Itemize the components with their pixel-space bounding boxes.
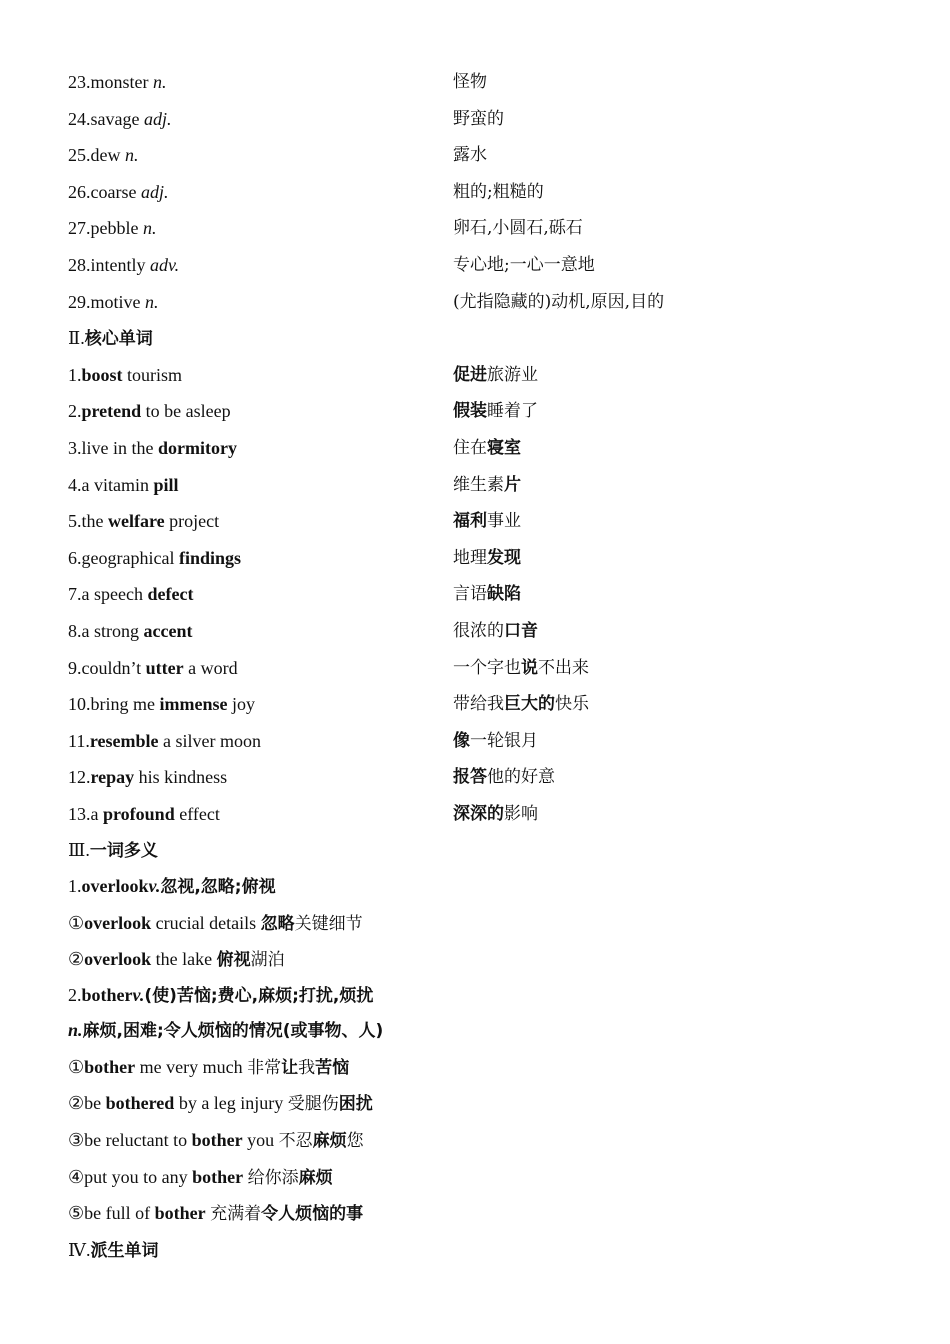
- translation-text: 住在: [453, 437, 487, 458]
- vocab-list: [68, 64, 888, 320]
- key-word: accent: [143, 620, 193, 641]
- item-number: 2.: [68, 401, 82, 422]
- translation-text: 快乐: [555, 694, 589, 715]
- item-number: 12.: [68, 767, 91, 788]
- key-translation: 福利: [453, 511, 487, 532]
- vocab-word: monster: [90, 72, 149, 92]
- item-number: 9.: [68, 657, 82, 678]
- section-numeral: Ⅲ.: [68, 840, 90, 861]
- phrase-text: effect: [174, 803, 220, 824]
- core-words-list: [68, 357, 888, 833]
- phrase-row: [68, 723, 888, 760]
- phrase-row: [68, 540, 888, 577]
- word-meaning: (使)苦恼;费心,麻烦;打扰,烦扰: [144, 985, 374, 1006]
- translation-text: 影响: [504, 803, 538, 824]
- vocab-row: [68, 174, 888, 211]
- phrase-row: [68, 430, 888, 467]
- phrase-text: the lake: [151, 949, 217, 970]
- part-of-speech: adj.: [143, 108, 172, 129]
- item-number: 29.: [68, 291, 91, 312]
- translation-text: 非常: [247, 1057, 282, 1078]
- key-word: bother: [192, 1166, 244, 1187]
- example-row: [68, 1049, 888, 1086]
- key-translation: 缺陷: [487, 584, 521, 605]
- phrase-row: [68, 357, 888, 394]
- translation-text: 您: [346, 1130, 364, 1151]
- key-word: overlook: [84, 912, 152, 933]
- vocab-translation: 露水: [453, 145, 487, 166]
- phrase-text: couldn’t: [81, 657, 146, 678]
- example-row: [68, 1085, 888, 1122]
- item-number: 6.: [68, 547, 82, 568]
- phrase-text: a: [90, 803, 103, 824]
- item-number: 5.: [68, 511, 82, 532]
- item-number: 11.: [68, 730, 90, 751]
- key-word: bother: [81, 984, 133, 1005]
- phrase-row: [68, 503, 888, 540]
- key-translation: 报答: [453, 767, 487, 788]
- phrase-text: to be asleep: [141, 401, 231, 422]
- vocab-translation: 卵石,小圆石,砾石: [453, 218, 583, 239]
- translation-text: 维生素: [453, 474, 504, 495]
- key-word: bother: [154, 1203, 206, 1224]
- translation-text: 睡着了: [487, 401, 538, 422]
- example-marker: ③: [68, 1129, 85, 1150]
- phrase-text: a strong: [81, 620, 144, 641]
- phrase-row: [68, 796, 888, 833]
- key-translation: 深深的: [453, 803, 504, 824]
- key-word: bother: [84, 1056, 136, 1077]
- translation-text: 一轮银月: [470, 730, 538, 751]
- polysemy-entry-bother: [68, 978, 888, 1014]
- translation-text: 言语: [453, 584, 487, 605]
- translation-text: 湖泊: [250, 950, 285, 971]
- section-heading-polysemy: [68, 832, 888, 869]
- item-number: 8.: [68, 620, 82, 641]
- phrase-text: his kindness: [134, 767, 228, 788]
- key-word: pretend: [81, 401, 142, 422]
- word-meaning: 麻烦,困难;令人烦恼的情况(或事物、人): [82, 1021, 384, 1042]
- translation-text: 充满着: [210, 1204, 262, 1225]
- key-word: findings: [178, 547, 241, 568]
- vocab-translation: 专心地;一心一意地: [453, 254, 595, 275]
- example-row: [68, 941, 888, 978]
- phrase-row: [68, 576, 888, 613]
- part-of-speech: adj.: [140, 181, 169, 202]
- key-translation: 促进: [453, 364, 487, 385]
- translation-text: 地理: [453, 547, 487, 568]
- phrase-text: a word: [183, 657, 238, 678]
- item-number: 1.: [68, 876, 82, 897]
- translation-text: 他的好意: [487, 767, 555, 788]
- item-number: 26.: [68, 181, 91, 202]
- key-translation: 麻烦: [312, 1130, 347, 1151]
- part-of-speech: n.: [142, 218, 157, 239]
- part-of-speech: n.: [68, 1020, 83, 1041]
- phrase-text: be: [84, 1093, 106, 1114]
- key-word: overlook: [81, 876, 149, 897]
- key-translation: 困扰: [338, 1094, 373, 1115]
- vocab-translation: 野蛮的: [453, 108, 504, 129]
- section-title: 派生单词: [90, 1240, 159, 1261]
- item-number: 27.: [68, 218, 91, 239]
- translation-text: 给你添: [247, 1167, 299, 1188]
- phrase-text: be reluctant to: [84, 1129, 192, 1150]
- phrase-text: by a leg injury: [174, 1093, 288, 1114]
- section-numeral: Ⅳ.: [68, 1239, 91, 1260]
- vocab-word: pebble: [90, 218, 139, 239]
- vocab-word: savage: [90, 108, 140, 129]
- section-title: 核心单词: [84, 329, 153, 350]
- translation-text: 旅游业: [487, 364, 538, 385]
- key-word: dormitory: [157, 437, 237, 458]
- vocab-translation: (尤指隐藏的)动机,原因,目的: [453, 291, 665, 312]
- example-marker: ④: [68, 1166, 85, 1187]
- vocab-row: [68, 101, 888, 138]
- translation-text: 一个字也: [453, 657, 521, 678]
- vocab-translation: 粗的;粗糙的: [453, 181, 544, 202]
- part-of-speech: v.: [148, 876, 161, 897]
- translation-text: 带给我: [453, 694, 504, 715]
- phrase-text: tourism: [122, 364, 183, 385]
- vocab-word: motive: [90, 291, 141, 312]
- word-meaning: 忽视,忽略;俯视: [160, 877, 276, 898]
- phrase-text: you: [242, 1129, 279, 1150]
- part-of-speech: adv.: [150, 254, 180, 275]
- vocab-row: [68, 64, 888, 101]
- example-marker: ①: [68, 1056, 85, 1077]
- item-number: 2.: [68, 984, 82, 1005]
- polysemy-entry-bother-noun: [68, 1013, 888, 1049]
- key-word: welfare: [108, 511, 165, 532]
- key-translation: 说: [521, 657, 538, 678]
- example-marker: ①: [68, 912, 85, 933]
- section-heading-core-words: [68, 320, 888, 357]
- part-of-speech: n.: [153, 72, 167, 92]
- key-translation: 让: [281, 1057, 299, 1078]
- translation-text: 不出来: [538, 657, 589, 678]
- section-title: 一词多义: [89, 841, 158, 862]
- phrase-text: a silver moon: [158, 730, 261, 751]
- worksheet-page: [68, 64, 888, 1268]
- vocab-row: [68, 137, 888, 174]
- example-row: [68, 1122, 888, 1159]
- example-marker: ②: [68, 949, 85, 970]
- item-number: 28.: [68, 254, 91, 275]
- key-translation: 俯视: [216, 950, 251, 971]
- key-word: bother: [191, 1129, 243, 1150]
- key-translation: 麻烦: [298, 1167, 333, 1188]
- key-translation: 寝室: [487, 437, 521, 458]
- phrase-row: [68, 650, 888, 687]
- phrase-text: project: [164, 511, 220, 532]
- part-of-speech: v.: [132, 984, 145, 1005]
- key-translation: 发现: [487, 547, 521, 568]
- phrase-row: [68, 467, 888, 504]
- key-word: resemble: [89, 730, 159, 751]
- phrase-text: geographical: [81, 547, 179, 568]
- key-word: bothered: [105, 1093, 175, 1114]
- key-translation: 口音: [504, 620, 538, 641]
- vocab-row: [68, 210, 888, 247]
- example-marker: ⑤: [68, 1203, 85, 1224]
- key-translation: 像: [453, 730, 470, 751]
- item-number: 10.: [68, 694, 91, 715]
- translation-text: 我: [298, 1057, 316, 1078]
- item-number: 4.: [68, 474, 82, 495]
- phrase-text: a vitamin: [81, 474, 154, 495]
- phrase-row: [68, 686, 888, 723]
- polysemy-entry-overlook: [68, 869, 888, 905]
- item-number: 13.: [68, 803, 91, 824]
- key-word: profound: [103, 803, 175, 824]
- phrase-text: a speech: [81, 584, 148, 605]
- part-of-speech: n.: [125, 145, 139, 166]
- translation-text: 不忍: [278, 1130, 313, 1151]
- item-number: 23.: [68, 72, 91, 92]
- translation-text: 事业: [487, 511, 521, 532]
- example-marker: ②: [68, 1093, 85, 1114]
- key-translation: 苦恼: [315, 1057, 350, 1078]
- key-translation: 片: [504, 474, 521, 495]
- vocab-word: intently: [90, 254, 146, 275]
- key-translation: 忽略: [260, 913, 295, 934]
- key-word: boost: [81, 364, 123, 385]
- phrase-text: live in the: [81, 437, 158, 458]
- item-number: 7.: [68, 584, 82, 605]
- phrase-text: me very much: [135, 1056, 248, 1077]
- example-row: [68, 1159, 888, 1196]
- phrase-text: crucial details: [151, 912, 261, 933]
- translation-text: 关键细节: [294, 913, 363, 934]
- translation-text: 很浓的: [453, 620, 504, 641]
- key-word: immense: [159, 694, 228, 715]
- vocab-row: [68, 247, 888, 284]
- item-number: 25.: [68, 145, 91, 166]
- key-translation: 令人烦恼的事: [261, 1204, 364, 1225]
- phrase-text: the: [81, 511, 108, 532]
- phrase-text: be full of: [84, 1203, 155, 1224]
- item-number: 3.: [68, 437, 82, 458]
- phrase-row: [68, 759, 888, 796]
- phrase-text: bring me: [90, 694, 160, 715]
- example-row: [68, 1195, 888, 1232]
- phrase-text: joy: [227, 694, 255, 715]
- vocab-word: dew: [90, 145, 121, 166]
- part-of-speech: n.: [145, 291, 159, 312]
- example-row: [68, 905, 888, 942]
- item-number: 24.: [68, 108, 91, 129]
- phrase-row: [68, 613, 888, 650]
- vocab-translation: 怪物: [453, 72, 487, 92]
- key-translation: 假装: [453, 401, 487, 422]
- key-word: overlook: [84, 949, 152, 970]
- item-number: 1.: [68, 364, 82, 385]
- key-word: utter: [145, 657, 184, 678]
- section-heading-derived-words: [68, 1232, 888, 1269]
- phrase-row: [68, 393, 888, 430]
- key-word: pill: [153, 474, 179, 495]
- vocab-row: [68, 284, 888, 321]
- phrase-text: put you to any: [84, 1166, 193, 1187]
- key-word: repay: [90, 767, 135, 788]
- translation-text: 受腿伤: [287, 1094, 339, 1115]
- key-word: defect: [147, 584, 194, 605]
- section-numeral: Ⅱ.: [68, 328, 85, 349]
- key-translation: 巨大的: [504, 694, 555, 715]
- vocab-word: coarse: [90, 181, 137, 202]
